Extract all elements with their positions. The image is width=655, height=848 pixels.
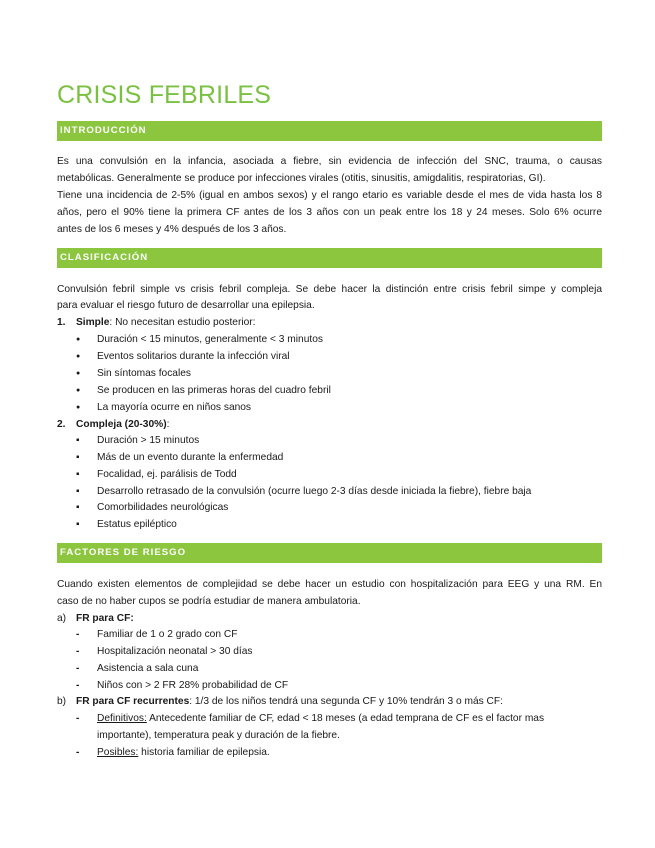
definitivos-item-cont: importante), temperatura peak y duración de la fiebre. bbox=[97, 730, 340, 741]
section-heading-factores: FACTORES DE RIESGO bbox=[57, 543, 602, 563]
square-bullet-icon bbox=[76, 433, 80, 450]
clasificacion-line-1: Convulsión febril simple vs crisis febril compleja. Se debe hacer la distinción entre crisis febril simpe y compleja bbox=[57, 284, 602, 295]
list-item: Duración < 15 minutos, generalmente < 3 minutos bbox=[97, 334, 323, 345]
compleja-heading: Compleja (20-30%): bbox=[76, 419, 170, 430]
list-item: Niños con > 2 FR 28% probabilidad de CF bbox=[97, 680, 289, 691]
posibles-item: Posibles: historia familiar de epilepsia. bbox=[97, 747, 270, 758]
clasificacion-line-2: para evaluar el riesgo futuro de desarrollar una epilepsia. bbox=[57, 300, 315, 311]
fr-cf-heading: FR para CF: bbox=[76, 613, 134, 624]
dash-bullet-icon bbox=[76, 661, 79, 678]
dash-bullet-icon bbox=[76, 627, 79, 644]
bullet-icon bbox=[76, 400, 80, 418]
list-item: Sin síntomas focales bbox=[97, 368, 191, 379]
square-bullet-icon bbox=[76, 467, 80, 484]
bullet-icon bbox=[76, 383, 80, 401]
list-item: Familiar de 1 o 2 grado con CF bbox=[97, 629, 238, 640]
dash-bullet-icon bbox=[76, 745, 79, 762]
dash-bullet-icon bbox=[76, 678, 79, 695]
intro-line-1: Es una convulsión en la infancia, asociada a fiebre, sin evidencia de infección del SNC, trauma, o causas bbox=[57, 156, 602, 167]
bullet-icon bbox=[76, 332, 80, 350]
list-item: Más de un evento durante la enfermedad bbox=[97, 452, 284, 463]
list-item: Se producen en las primeras horas del cuadro febril bbox=[97, 385, 331, 396]
section-heading-introduccion: INTRODUCCIÓN bbox=[57, 121, 602, 141]
dash-bullet-icon bbox=[76, 711, 79, 728]
list-item: Hospitalización neonatal > 30 días bbox=[97, 646, 253, 657]
list-letter: a) bbox=[57, 613, 67, 624]
intro-line-4: años, pero el 90% tiene la primera CF antes de los 3 años con un peak entre los 18 y 24 meses. Solo 6% ocurre bbox=[57, 207, 602, 218]
list-item: La mayoría ocurre en niños sanos bbox=[97, 402, 252, 413]
factores-line-1: Cuando existen elementos de complejidad se debe hacer un estudio con hospitalización para EEG y una RM. En bbox=[57, 579, 602, 590]
bullet-icon bbox=[76, 366, 80, 384]
square-bullet-icon bbox=[76, 450, 80, 467]
square-bullet-icon bbox=[76, 500, 80, 517]
list-item: Duración > 15 minutos bbox=[97, 435, 200, 446]
factores-line-2: caso de no haber cupos se podría estudiar de manera ambulatoria. bbox=[57, 596, 361, 607]
intro-line-3: Tiene una incidencia de 2-5% (igual en ambos sexos) y el rango etario es variable desde el mes de vida hasta los 8 bbox=[57, 190, 602, 201]
bullet-icon bbox=[76, 349, 80, 367]
list-item: Comorbilidades neurológicas bbox=[97, 502, 229, 513]
list-number: 1. bbox=[57, 317, 66, 328]
simple-heading: Simple: No necesitan estudio posterior: bbox=[76, 317, 256, 328]
page-title: CRISIS FEBRILES bbox=[57, 81, 272, 109]
intro-line-2: metabólicas. Generalmente se produce por infecciones virales (otitis, sinusitis, amigdalitis, respiratorias, GI). bbox=[57, 173, 546, 184]
square-bullet-icon bbox=[76, 517, 80, 534]
fr-recurrentes-heading: FR para CF recurrentes: 1/3 de los niños tendrá una segunda CF y 10% tendrán 3 o más CF: bbox=[76, 696, 503, 707]
list-item: Estatus epiléptico bbox=[97, 519, 177, 530]
definitivos-item: Definitivos: Antecedente familiar de CF, edad < 18 meses (a edad temprana de CF es el factor mas bbox=[97, 713, 545, 724]
list-item: Desarrollo retrasado de la convulsión (ocurre luego 2-3 días desde iniciada la fiebre), fiebre baja bbox=[97, 486, 532, 497]
list-item: Eventos solitarios durante la infección viral bbox=[97, 351, 290, 362]
list-item: Focalidad, ej. parálisis de Todd bbox=[97, 469, 237, 480]
list-letter: b) bbox=[57, 696, 67, 707]
square-bullet-icon bbox=[76, 484, 80, 501]
dash-bullet-icon bbox=[76, 644, 79, 661]
list-item: Asistencia a sala cuna bbox=[97, 663, 199, 674]
list-number: 2. bbox=[57, 419, 66, 430]
section-heading-clasificacion: CLASIFICACIÓN bbox=[57, 248, 602, 268]
intro-line-5: antes de los 6 meses y 4% después de los 3 años. bbox=[57, 224, 287, 235]
